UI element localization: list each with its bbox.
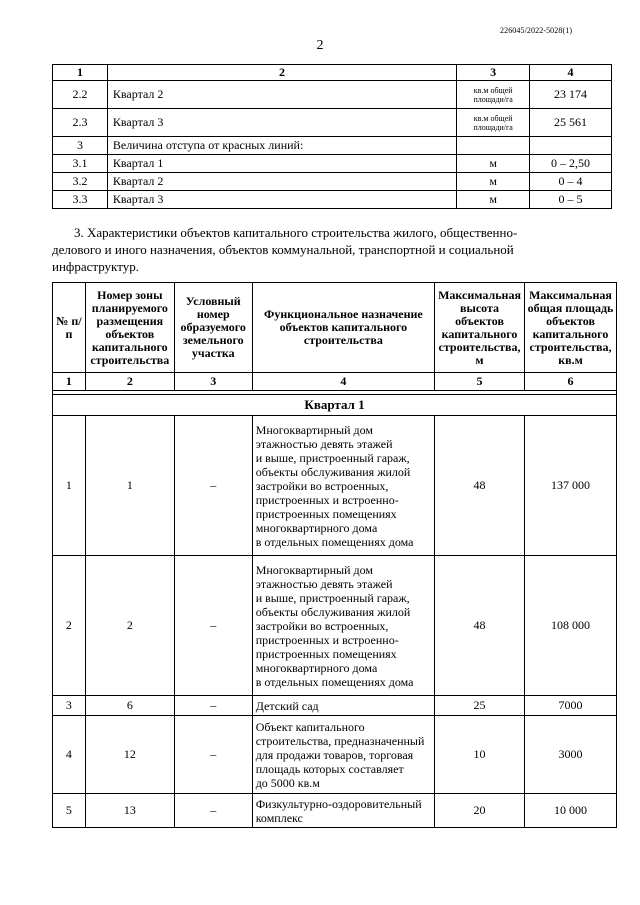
table-row (53, 191, 612, 209)
table-row (53, 81, 612, 109)
column-number-row (53, 373, 617, 391)
row-number: 3.3 (53, 191, 108, 209)
purpose-line: Многоквартирный дом (255, 422, 373, 437)
zone-number: 1 (85, 416, 174, 556)
row-number: 2.2 (53, 81, 108, 109)
column-number: 6 (525, 373, 617, 391)
row-unit: м (457, 173, 530, 191)
unit-line: кв.м общей (473, 85, 513, 95)
row-name: Квартал 2 (107, 81, 456, 109)
table-row (53, 556, 617, 696)
max-area: 3000 (525, 716, 617, 794)
purpose-cell (252, 794, 434, 828)
column-number: 4 (252, 373, 434, 391)
max-area: 137 000 (525, 416, 617, 556)
plot-number: – (174, 716, 252, 794)
purpose-line: площадь которых составляет (255, 761, 404, 776)
purpose-line: в отдельных помещениях дома (255, 534, 414, 549)
row-name: Величина отступа от красных линий: (107, 137, 456, 155)
purpose-line: многоквартирного дома (255, 660, 378, 675)
max-area: 108 000 (525, 556, 617, 696)
table-row (53, 416, 617, 556)
purpose-line: комплекс (255, 810, 303, 825)
quarter-row (53, 395, 617, 416)
unit-line: кв.м общей (473, 113, 513, 123)
row-value (530, 137, 612, 155)
table-row (53, 696, 617, 716)
purpose-cell (252, 696, 434, 716)
max-height: 48 (435, 416, 525, 556)
paragraph-line: инфраструктур. (52, 259, 139, 274)
row-name: Квартал 3 (107, 109, 456, 137)
table-header-row (53, 283, 617, 373)
purpose-line: пристроенных и встроенно- (255, 632, 399, 647)
zone-number: 12 (85, 716, 174, 794)
column-header: Функциональное назначение объектов капитального строительства (252, 283, 434, 373)
column-number: 1 (53, 373, 86, 391)
row-value: 25 561 (530, 109, 612, 137)
purpose-cell (252, 716, 434, 794)
row-value: 23 174 (530, 81, 612, 109)
row-value: 0 – 5 (530, 191, 612, 209)
max-height: 25 (435, 696, 525, 716)
column-number: 2 (85, 373, 174, 391)
zone-number: 6 (85, 696, 174, 716)
row-name: Квартал 3 (107, 191, 456, 209)
purpose-line: до 5000 кв.м (255, 775, 320, 790)
table-row (53, 173, 612, 191)
paragraph-line: 3. Характеристики объектов капитального строительства жилого, общественно- (74, 225, 518, 240)
unit-line: площади/га (473, 94, 513, 104)
purpose-line: застройки во встроенных, (255, 478, 389, 493)
purpose-line: этажностью девять этажей (255, 436, 393, 451)
row-unit (457, 137, 530, 155)
page-number: 2 (316, 38, 324, 53)
column-header: Условный номер образуемого земельного участка (174, 283, 252, 373)
purpose-line: пристроенных и встроенно- (255, 492, 399, 507)
zone-number: 2 (85, 556, 174, 696)
purpose-line: застройки во встроенных, (255, 618, 389, 633)
plot-number: – (174, 794, 252, 828)
row-unit: м (457, 191, 530, 209)
purpose-line: для продажи товаров, торговая (255, 747, 414, 762)
purpose-line: Многоквартирный дом (255, 562, 373, 577)
column-number: 3 (174, 373, 252, 391)
plot-number: – (174, 556, 252, 696)
row-value: 0 – 4 (530, 173, 612, 191)
purpose-line: многоквартирного дома (255, 520, 378, 535)
max-area: 10 000 (525, 794, 617, 828)
column-header: 1 (53, 65, 108, 81)
row-name: Квартал 1 (107, 155, 456, 173)
purpose-line: и выше, пристроенный гараж, (255, 590, 410, 605)
column-header: Номер зоны планируемого размещения объектов капитального строительства (85, 283, 174, 373)
purpose-line: и выше, пристроенный гараж, (255, 450, 410, 465)
column-header: Максимальная высота объектов капитального строительства, м (435, 283, 525, 373)
purpose-line: объекты обслуживания жилой (255, 604, 411, 619)
zone-number: 13 (85, 794, 174, 828)
column-header: 2 (107, 65, 456, 81)
row-unit: м (457, 155, 530, 173)
purpose-line: строительства, предназначенный (255, 733, 425, 748)
purpose-line: Физкультурно-оздоровительный (255, 796, 422, 811)
row-number: 3.1 (53, 155, 108, 173)
document-code: 226045/2022-5028(1) (500, 26, 573, 35)
plot-number: – (174, 696, 252, 716)
table-row (53, 794, 617, 828)
row-number: 5 (53, 794, 86, 828)
row-value: 0 – 2,50 (530, 155, 612, 173)
purpose-line: пристроенных помещениях (255, 506, 397, 521)
row-number: 4 (53, 716, 86, 794)
purpose-line: в отдельных помещениях дома (255, 674, 414, 689)
paragraph-line: делового и иного назначения, объектов коммунальной, транспортной и социальной (52, 242, 514, 257)
purpose-line: Объект капитального (255, 719, 365, 734)
section-paragraph (52, 224, 596, 275)
max-area: 7000 (525, 696, 617, 716)
column-header: Максимальная общая площадь объектов капитального строительства, кв.м (525, 283, 617, 373)
purpose-line: Детский сад (255, 698, 319, 713)
table-row (53, 109, 612, 137)
row-unit (457, 81, 530, 109)
parameters-table (52, 64, 612, 209)
purpose-cell (252, 416, 434, 556)
max-height: 48 (435, 556, 525, 696)
row-number: 2.3 (53, 109, 108, 137)
table-row (53, 716, 617, 794)
column-header: № п/п (53, 283, 86, 373)
row-name: Квартал 2 (107, 173, 456, 191)
column-header: 4 (530, 65, 612, 81)
row-number: 3.2 (53, 173, 108, 191)
purpose-cell (252, 556, 434, 696)
row-number: 3 (53, 137, 108, 155)
unit-line: площади/га (473, 122, 513, 132)
table-row (53, 137, 612, 155)
column-header: 3 (457, 65, 530, 81)
row-number: 2 (53, 556, 86, 696)
table-header-row (53, 65, 612, 81)
objects-table (52, 282, 617, 828)
max-height: 20 (435, 794, 525, 828)
max-height: 10 (435, 716, 525, 794)
row-number: 3 (53, 696, 86, 716)
purpose-line: пристроенных помещениях (255, 646, 397, 661)
column-number: 5 (435, 373, 525, 391)
plot-number: – (174, 416, 252, 556)
row-number: 1 (53, 416, 86, 556)
purpose-line: объекты обслуживания жилой (255, 464, 411, 479)
row-unit (457, 109, 530, 137)
purpose-line: этажностью девять этажей (255, 576, 393, 591)
quarter-title: Квартал 1 (53, 395, 617, 416)
table-row (53, 155, 612, 173)
